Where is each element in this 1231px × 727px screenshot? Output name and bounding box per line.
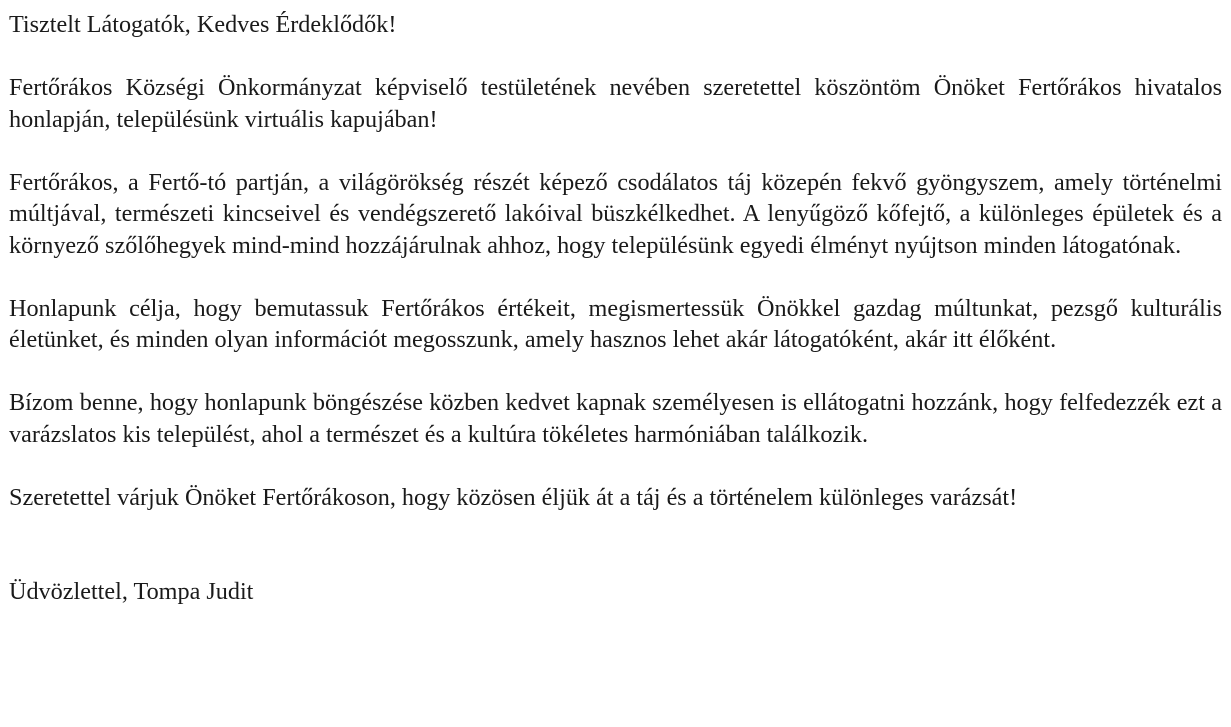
paragraph-spacer (9, 41, 1222, 73)
letter-closing-signature: Üdvözlettel, Tompa Judit (9, 578, 254, 605)
welcome-letter (9, 9, 1222, 608)
paragraph-spacer (9, 261, 1222, 293)
paragraph-spacer (9, 356, 1222, 388)
letter-paragraph-3: Honlapunk célja, hogy bemutassuk Fertőrákos értékeit, megismertessük Önökkel gazdag múltunkat, pezsgő kulturális életünket, és minden olyan információt megosszunk, amely hasznos lehet akár látogatóként, akár itt élőként. (9, 294, 1222, 353)
letter-paragraph-2: Fertőrákos, a Fertő-tó partján, a világörökség részét képező csodálatos táj közepén fekvő gyöngyszem, amely történelmi múltjával, természeti kincseivel és vendégszerető lakóival büszkélkedhet. A lenyűgöző kőfejtő, a különleges épületek és a környező szőlőhegyek mind-mind hozzájárulnak ahhoz, hogy településünk egyedi élményt nyújtson minden látogatónak. (9, 168, 1222, 259)
paragraph-spacer (9, 135, 1222, 167)
letter-paragraph-4: Bízom benne, hogy honlapunk böngészése közben kedvet kapnak személyesen is ellátogatni hozzánk, hogy felfedezzék ezt a varázslatos kis települést, ahol a természet és a kultúra tökéletes harmóniában találkozik. (9, 389, 1222, 448)
letter-greeting: Tisztelt Látogatók, Kedves Érdeklődők! (9, 11, 397, 38)
letter-paragraph-1: Fertőrákos Községi Önkormányzat képviselő testületének nevében szeretettel köszöntöm Önöket Fertőrákos hivatalos honlapján, településünk virtuális kapujában! (9, 74, 1222, 133)
paragraph-spacer (9, 513, 1222, 576)
letter-paragraph-5: Szeretettel várjuk Önöket Fertőrákoson, hogy közösen éljük át a táj és a történelem különleges varázsát! (9, 483, 1018, 511)
paragraph-spacer (9, 450, 1222, 482)
